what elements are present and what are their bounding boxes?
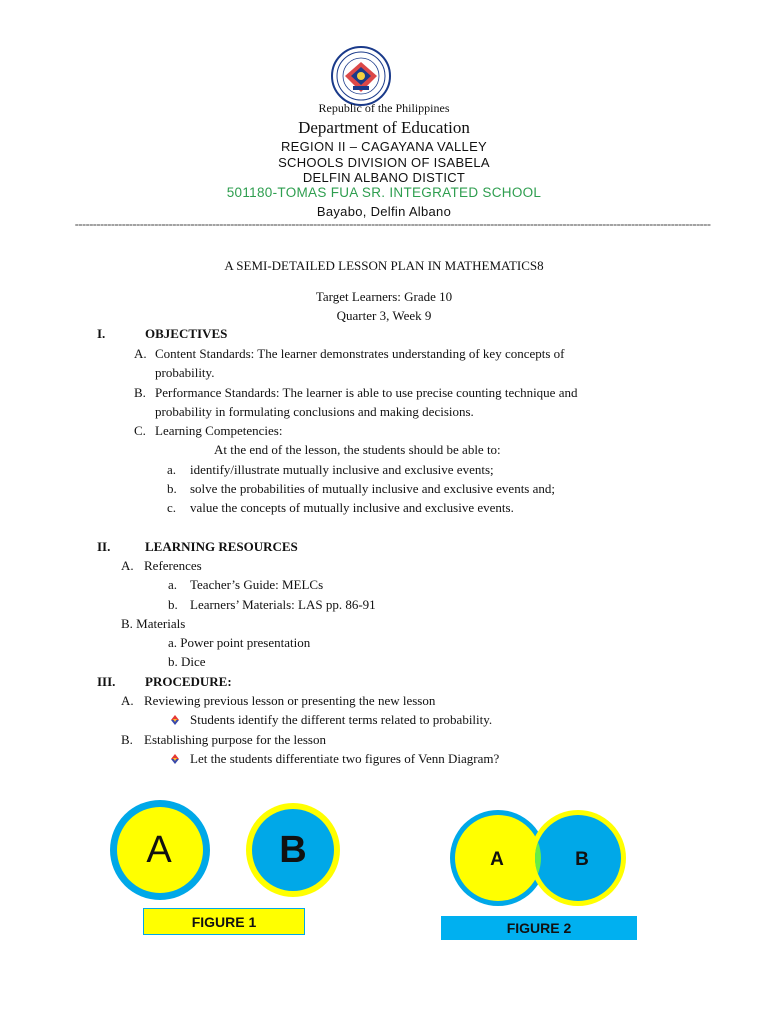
circle-b-label: B xyxy=(575,849,589,870)
section-title-procedure: PROCEDURE: xyxy=(145,674,232,689)
content-standards-text: Content Standards: The learner demonstrates understanding of key concepts of xyxy=(155,346,565,361)
target-learners: Target Learners: Grade 10 xyxy=(315,289,453,304)
list-label: B. xyxy=(121,732,133,747)
competency-item: value the concepts of mutually inclusive and exclusive events. xyxy=(190,500,514,515)
list-label: a. xyxy=(168,577,178,592)
list-label: A. xyxy=(134,346,147,361)
list-label: A. xyxy=(121,558,134,573)
republic-line: Republic of the Philippines xyxy=(318,101,450,115)
competencies-intro: At the end of the lesson, the students should be able to: xyxy=(214,442,501,457)
section-number: II. xyxy=(97,539,111,554)
quarter-week: Quarter 3, Week 9 xyxy=(336,308,432,323)
figure-1-venn xyxy=(100,800,340,910)
procedure-bullet: Let the students differentiate two figures of Venn Diagram? xyxy=(190,751,500,766)
learning-competencies-label: Learning Competencies: xyxy=(155,423,283,438)
competency-item: solve the probabilities of mutually inclusive and exclusive events and; xyxy=(190,481,555,496)
reference-item: Learners’ Materials: LAS pp. 86-91 xyxy=(190,597,376,612)
performance-standards-text-cont: probability in formulating conclusions and making decisions. xyxy=(155,404,474,419)
material-item: b. Dice xyxy=(168,654,206,669)
arrow-bullet-icon xyxy=(170,715,180,725)
procedure-step: Reviewing previous lesson or presenting the new lesson xyxy=(144,693,436,708)
department-title: Department of Education xyxy=(298,118,470,137)
figure-2-venn xyxy=(448,808,638,906)
list-label: a. xyxy=(167,462,177,477)
division-line: SCHOOLS DIVISION OF ISABELA xyxy=(278,155,490,170)
header-divider: ================================================================================================================================================================================ xyxy=(75,222,711,229)
section-title-objectives: OBJECTIVES xyxy=(145,326,228,341)
school-name: 501180-TOMAS FUA SR. INTEGRATED SCHOOL xyxy=(226,185,542,200)
content-standards-text-cont: probability. xyxy=(155,365,215,380)
arrow-bullet-icon xyxy=(170,754,180,764)
section-number: I. xyxy=(97,326,106,341)
region-line: REGION II – CAGAYANA VALLEY xyxy=(280,139,488,154)
references-label: References xyxy=(144,558,202,573)
circle-b-label: B xyxy=(279,829,307,871)
list-label: B. xyxy=(134,385,146,400)
figure-2-caption: FIGURE 2 xyxy=(441,916,637,940)
list-label: C. xyxy=(134,423,146,438)
performance-standards-text: Performance Standards: The learner is able to use precise counting technique and xyxy=(155,385,578,400)
reference-item: Teacher’s Guide: MELCs xyxy=(190,577,324,592)
list-label: c. xyxy=(167,500,177,515)
materials-label: B. Materials xyxy=(121,616,186,631)
district-line: DELFIN ALBANO DISTICT xyxy=(302,170,466,185)
list-label: b. xyxy=(167,481,177,496)
figure-1-caption: FIGURE 1 xyxy=(143,908,305,935)
procedure-bullet: Students identify the different terms related to probability. xyxy=(190,712,493,727)
section-title-resources: LEARNING RESOURCES xyxy=(145,539,298,554)
school-address: Bayabo, Delfin Albano xyxy=(316,204,452,219)
procedure-step: Establishing purpose for the lesson xyxy=(144,732,326,747)
competency-item: identify/illustrate mutually inclusive and exclusive events; xyxy=(190,462,494,477)
list-label: b. xyxy=(168,597,178,612)
circle-a-label: A xyxy=(146,829,172,871)
section-number: III. xyxy=(97,674,116,689)
material-item: a. Power point presentation xyxy=(168,635,311,650)
list-label: A. xyxy=(121,693,134,708)
plan-title: A SEMI-DETAILED LESSON PLAN IN MATHEMATICS8 xyxy=(224,258,544,273)
deped-seal-logo xyxy=(331,46,391,106)
circle-a-label: A xyxy=(490,849,504,870)
